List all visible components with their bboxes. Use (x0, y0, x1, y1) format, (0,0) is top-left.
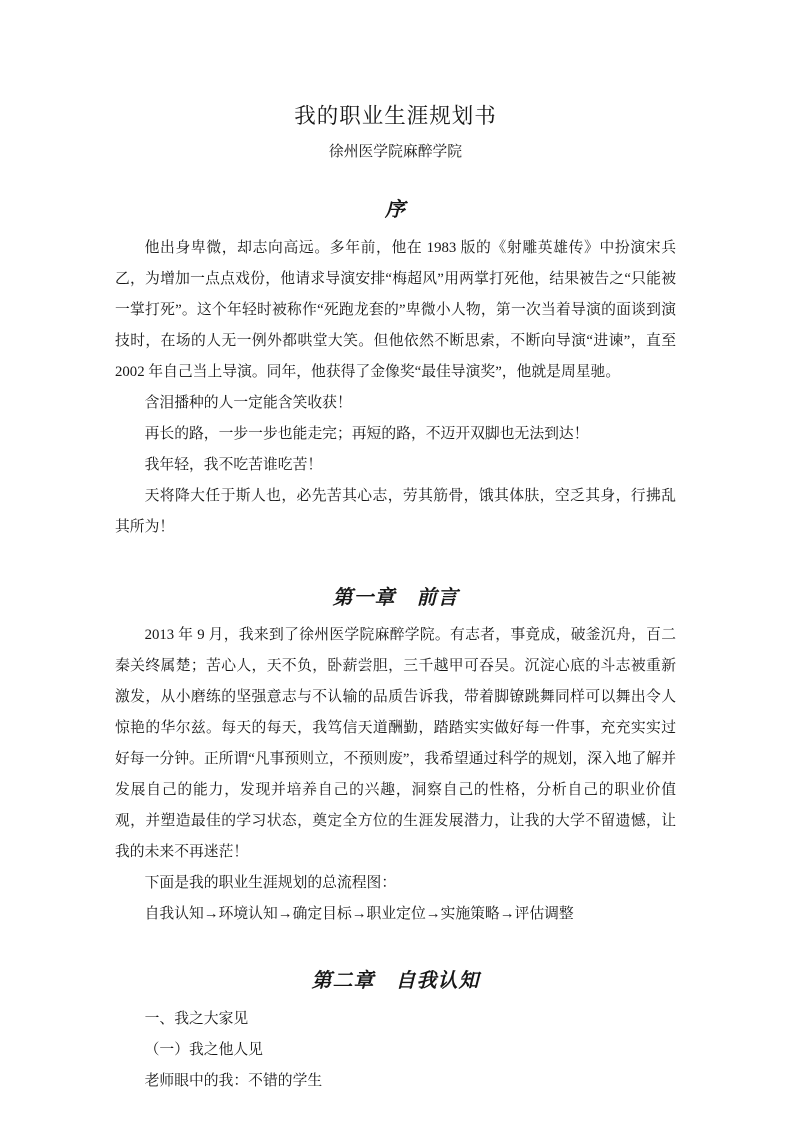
chapter1-paragraph: 2013 年 9 月，我来到了徐州医学院麻醉学院。有志者，事竟成，破釜沉舟，百二秦关终属楚；苦心人，天不负，卧薪尝胆，三千越甲可吞吴。沉淀心底的斗志被重新激发，从小磨练的坚强意志与不认输的品质告诉我，带着脚镣跳舞同样可以舞出令人惊艳的华尔兹。每天的每天，我笃信天道酬勤，踏踏实实做好每一件事，充充实实过好每一分钟。正所谓“凡事预则立，不预则废”，我希望通过科学的规划，深入地了解并发展自己的能力，发现并培养自己的兴趣，洞察自己的性格，分析自己的职业价值观，并塑造最佳的学习状态，奠定全方位的生涯发展潜力，让我的大学不留遗憾，让我的未来不再迷茫！ (115, 627, 676, 860)
preface-heading: 序 (385, 199, 406, 221)
preface-quote-line-2: 再长的路，一步一步也能走完；再短的路，不迈开双脚也无法到达！ (144, 426, 589, 442)
chapter1-heading: 第一章 前言 (332, 587, 459, 609)
flowchart-sequence: 自我认知→环境认知→确定目标→职业定位→实施策略→评估调整 (144, 906, 574, 922)
document-subtitle: 徐州医学院麻醉学院 (328, 144, 463, 160)
chapter2-list-item-2: （一）我之他人见 (144, 1042, 263, 1058)
chapter2-list-item-1: 一、我之大家见 (144, 1011, 249, 1027)
preface-quote-line-1: 含泪播种的人一定能含笑收获！ (144, 395, 352, 411)
preface-paragraph: 他出身卑微，却志向高远。多年前，他在 1983 版的《射雕英雄传》中扮演宋兵乙，为增加一点点戏份，他请求导演安排“梅超风”用两掌打死他，结果被告之“只能被一掌打死”。这个年轻时被称作“死跑龙套的”卑微小人物，第一次当着导演的面谈到演技时，在场的人无一例外都哄堂大笑。但他依然不断思索，不断向导演“进谏”，直至 2002 年自己当上导演。同年，他获得了金像奖“最佳导演奖”，他就是周星驰。 (115, 240, 676, 380)
preface-quote-line-3: 我年轻，我不吃苦谁吃苦！ (144, 457, 323, 473)
document-title: 我的职业生涯规划书 (294, 104, 497, 128)
flowchart-caption: 下面是我的职业生涯规划的总流程图： (144, 875, 397, 891)
chapter2-list-item-3: 老师眼中的我：不错的学生 (144, 1073, 323, 1089)
chapter2-heading: 第二章 自我认知 (311, 970, 480, 992)
preface-quote-line-4: 天将降大任于斯人也，必先苦其心志，劳其筋骨，饿其体肤，空乏其身，行拂乱其所为！ (115, 488, 676, 535)
